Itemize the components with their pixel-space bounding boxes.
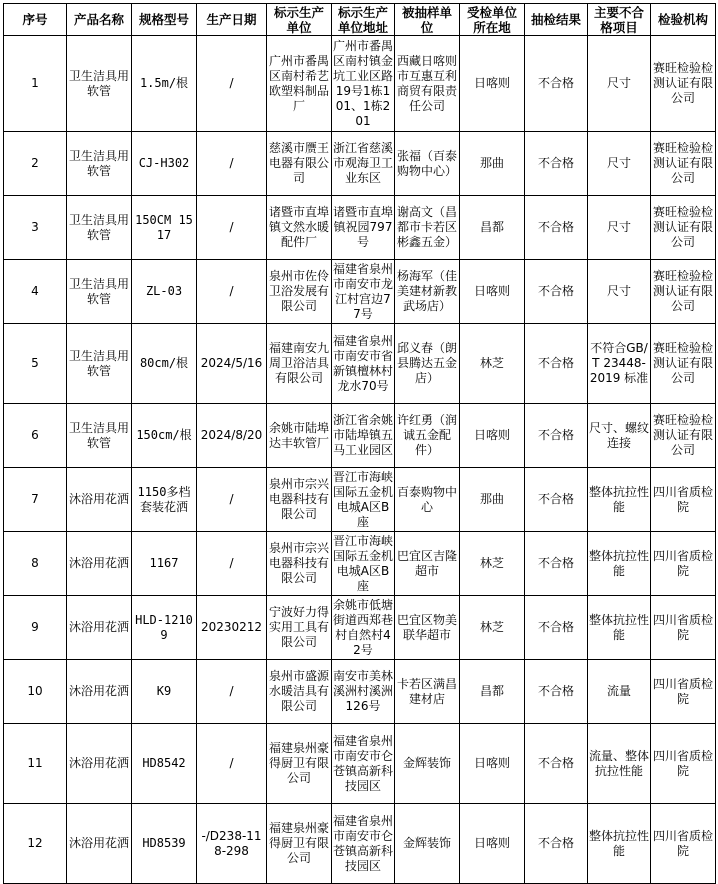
table-cell: 林芝 (460, 324, 525, 404)
inspection-table (3, 3, 716, 884)
table-cell: 卫生洁具用软管 (67, 132, 132, 196)
table-cell: 四川省质检院 (651, 660, 716, 724)
table-cell: 不合格 (525, 660, 588, 724)
header-cell: 抽检结果 (525, 4, 588, 36)
table-cell: 流量 (588, 660, 651, 724)
table-cell: 广州市番禺区南村希艺欧塑料制品厂 (267, 36, 332, 132)
table-cell: 150cm/根 (132, 404, 197, 468)
table-cell: 福建省泉州市南安市龙江村宫边77号 (332, 260, 395, 324)
table-cell: 林芝 (460, 596, 525, 660)
table-cell: 2024/5/16 (197, 324, 267, 404)
table-cell: 不合格 (525, 596, 588, 660)
table-cell: 沐浴用花洒 (67, 804, 132, 884)
table-cell: 昌都 (460, 660, 525, 724)
header-cell: 标示生产单位 (267, 4, 332, 36)
table-cell: 日喀则 (460, 724, 525, 804)
table-cell: 沐浴用花洒 (67, 724, 132, 804)
table-cell: 5 (4, 324, 67, 404)
table-cell: 150CM 1517 (132, 196, 197, 260)
table-cell: 卫生洁具用软管 (67, 260, 132, 324)
table-cell: 流量、整体抗拉性能 (588, 724, 651, 804)
header-cell: 规格型号 (132, 4, 197, 36)
table-cell: 不符合GB/T 23448-2019 标准 (588, 324, 651, 404)
table-cell: / (197, 36, 267, 132)
table-cell: K9 (132, 660, 197, 724)
table-row (4, 724, 716, 804)
table-cell: 张福（百泰购物中心） (395, 132, 460, 196)
table-cell: 沐浴用花洒 (67, 532, 132, 596)
table-cell: 12 (4, 804, 67, 884)
table-cell: 赛旺检验检测认证有限公司 (651, 324, 716, 404)
table-cell: 赛旺检验检测认证有限公司 (651, 196, 716, 260)
table-cell: 沐浴用花洒 (67, 596, 132, 660)
table-row (4, 196, 716, 260)
table-cell: 那曲 (460, 468, 525, 532)
table-cell: 四川省质检院 (651, 724, 716, 804)
table-cell: 福建省泉州市南安市仑苍镇高新科技园区 (332, 804, 395, 884)
table-cell: 尺寸、螺纹连接 (588, 404, 651, 468)
table-cell: 余姚市陆埠达丰软管厂 (267, 404, 332, 468)
table-row (4, 532, 716, 596)
table-cell: 昌都 (460, 196, 525, 260)
table-cell: 余姚市低塘街道西郑巷村自然村42号 (332, 596, 395, 660)
table-cell: 那曲 (460, 132, 525, 196)
table-cell: 尺寸 (588, 36, 651, 132)
table-cell: / (197, 532, 267, 596)
table-cell: 泉州市佐伶卫浴发展有限公司 (267, 260, 332, 324)
table-cell: 1150多档套装花洒 (132, 468, 197, 532)
table-cell: HD8542 (132, 724, 197, 804)
table-cell: / (197, 724, 267, 804)
table-cell: 11 (4, 724, 67, 804)
table-cell: 日喀则 (460, 36, 525, 132)
table-cell: 四川省质检院 (651, 596, 716, 660)
header-cell: 序号 (4, 4, 67, 36)
table-cell: 赛旺检验检测认证有限公司 (651, 36, 716, 132)
table-cell: 2024/8/20 (197, 404, 267, 468)
table-row (4, 468, 716, 532)
table-cell: 卫生洁具用软管 (67, 36, 132, 132)
table-cell: 整体抗拉性能 (588, 468, 651, 532)
table-cell: 金辉装饰 (395, 804, 460, 884)
table-cell: 4 (4, 260, 67, 324)
table-cell: 金辉装饰 (395, 724, 460, 804)
table-row (4, 804, 716, 884)
table-cell: 慈溪市赝王电器有限公司 (267, 132, 332, 196)
table-row (4, 260, 716, 324)
table-cell: 赛旺检验检测认证有限公司 (651, 404, 716, 468)
header-cell: 标示生产单位地址 (332, 4, 395, 36)
table-row (4, 660, 716, 724)
table-cell: 整体抗拉性能 (588, 804, 651, 884)
table-cell: -/D238-118-298 (197, 804, 267, 884)
table-cell: 广州市番禺区南村镇金坑工业区路19号1栋101、1栋201 (332, 36, 395, 132)
table-cell: 1167 (132, 532, 197, 596)
table-cell: 四川省质检院 (651, 804, 716, 884)
table-cell: 不合格 (525, 532, 588, 596)
table-cell: 赛旺检验检测认证有限公司 (651, 132, 716, 196)
table-cell: 不合格 (525, 468, 588, 532)
table-cell: 泉州市宗兴电器科技有限公司 (267, 532, 332, 596)
table-cell: HLD-12109 (132, 596, 197, 660)
table-cell: / (197, 660, 267, 724)
table-cell: 四川省质检院 (651, 532, 716, 596)
table-cell: CJ-H302 (132, 132, 197, 196)
table-cell: 10 (4, 660, 67, 724)
table-cell: / (197, 132, 267, 196)
table-cell: 尺寸 (588, 132, 651, 196)
table-cell: 宁波好力得实用工具有限公司 (267, 596, 332, 660)
table-cell: 3 (4, 196, 67, 260)
table-cell: 卫生洁具用软管 (67, 196, 132, 260)
table-cell: 浙江省余姚市陆埠镇五马工业园区 (332, 404, 395, 468)
table-cell: 晋江市海峡国际五金机电城A区B座 (332, 532, 395, 596)
table-cell: / (197, 468, 267, 532)
table-cell: 卫生洁具用软管 (67, 404, 132, 468)
header-row (4, 4, 716, 36)
table-row (4, 36, 716, 132)
table-cell: 百泰购物中心 (395, 468, 460, 532)
table-cell: 邱义春（朗县腾达五金店） (395, 324, 460, 404)
table-cell: 林芝 (460, 532, 525, 596)
table-cell: 泉州市盛源水暖洁具有限公司 (267, 660, 332, 724)
table-cell: 整体抗拉性能 (588, 596, 651, 660)
table-cell: 赛旺检验检测认证有限公司 (651, 260, 716, 324)
table-cell: 泉州市宗兴电器科技有限公司 (267, 468, 332, 532)
table-cell: 8 (4, 532, 67, 596)
table-cell: 不合格 (525, 804, 588, 884)
table-cell: 浙江省慈溪市观海卫工业东区 (332, 132, 395, 196)
table-cell: 巴宜区物美联华超市 (395, 596, 460, 660)
table-cell: 尺寸 (588, 260, 651, 324)
table-cell: 不合格 (525, 260, 588, 324)
header-cell: 生产日期 (197, 4, 267, 36)
header-cell: 产品名称 (67, 4, 132, 36)
table-cell: 卡若区满昌建材店 (395, 660, 460, 724)
table-cell: 诸暨市直埠镇文然水暖配件厂 (267, 196, 332, 260)
table-row (4, 132, 716, 196)
table-cell: ZL-03 (132, 260, 197, 324)
table-cell: 日喀则 (460, 804, 525, 884)
header-cell: 被抽样单位 (395, 4, 460, 36)
table-cell: 南安市美林溪洲村溪洲126号 (332, 660, 395, 724)
table-cell: 80cm/根 (132, 324, 197, 404)
table-cell: 四川省质检院 (651, 468, 716, 532)
table-cell: 尺寸 (588, 196, 651, 260)
table-cell: 整体抗拉性能 (588, 532, 651, 596)
table-cell: 福建省泉州市南安市仑苍镇高新科技园区 (332, 724, 395, 804)
header-cell: 检验机构 (651, 4, 716, 36)
table-cell: 日喀则 (460, 260, 525, 324)
table-cell: 谢高文（昌都市卡若区彬鑫五金） (395, 196, 460, 260)
table-cell: 沐浴用花洒 (67, 660, 132, 724)
table-cell: 20230212 (197, 596, 267, 660)
table-row (4, 324, 716, 404)
table-cell: / (197, 196, 267, 260)
table-cell: 不合格 (525, 724, 588, 804)
table-cell: 晋江市海峡国际五金机电城A区B座 (332, 468, 395, 532)
table-cell: 不合格 (525, 324, 588, 404)
table-row (4, 404, 716, 468)
table-cell: 1 (4, 36, 67, 132)
table-cell: 福建南安九周卫浴洁具有限公司 (267, 324, 332, 404)
table-cell: 日喀则 (460, 404, 525, 468)
table-cell: 西藏日喀则市互惠互利商贸有限责任公司 (395, 36, 460, 132)
table-cell: 杨海军（佳美建材新教武场店） (395, 260, 460, 324)
table-cell: 1.5m/根 (132, 36, 197, 132)
table-cell: 6 (4, 404, 67, 468)
table-cell: 7 (4, 468, 67, 532)
table-cell: 沐浴用花洒 (67, 468, 132, 532)
table-cell: 福建泉州豪得厨卫有限公司 (267, 804, 332, 884)
table-cell: 9 (4, 596, 67, 660)
table-cell: 诸暨市直埠镇祝园797号 (332, 196, 395, 260)
table-cell: 不合格 (525, 404, 588, 468)
table-cell: 福建省泉州市南安市省新镇檀林村龙水70号 (332, 324, 395, 404)
table-cell: 许红勇（润诚五金配件） (395, 404, 460, 468)
table-cell: 福建泉州豪得厨卫有限公司 (267, 724, 332, 804)
table-cell: 不合格 (525, 132, 588, 196)
table-row (4, 596, 716, 660)
header-cell: 主要不合格项目 (588, 4, 651, 36)
header-cell: 受检单位所在地 (460, 4, 525, 36)
table-cell: 2 (4, 132, 67, 196)
table-cell: / (197, 260, 267, 324)
table-cell: 不合格 (525, 196, 588, 260)
table-cell: 不合格 (525, 36, 588, 132)
table-cell: 卫生洁具用软管 (67, 324, 132, 404)
table-cell: HD8539 (132, 804, 197, 884)
table-cell: 巴宜区吉隆超市 (395, 532, 460, 596)
